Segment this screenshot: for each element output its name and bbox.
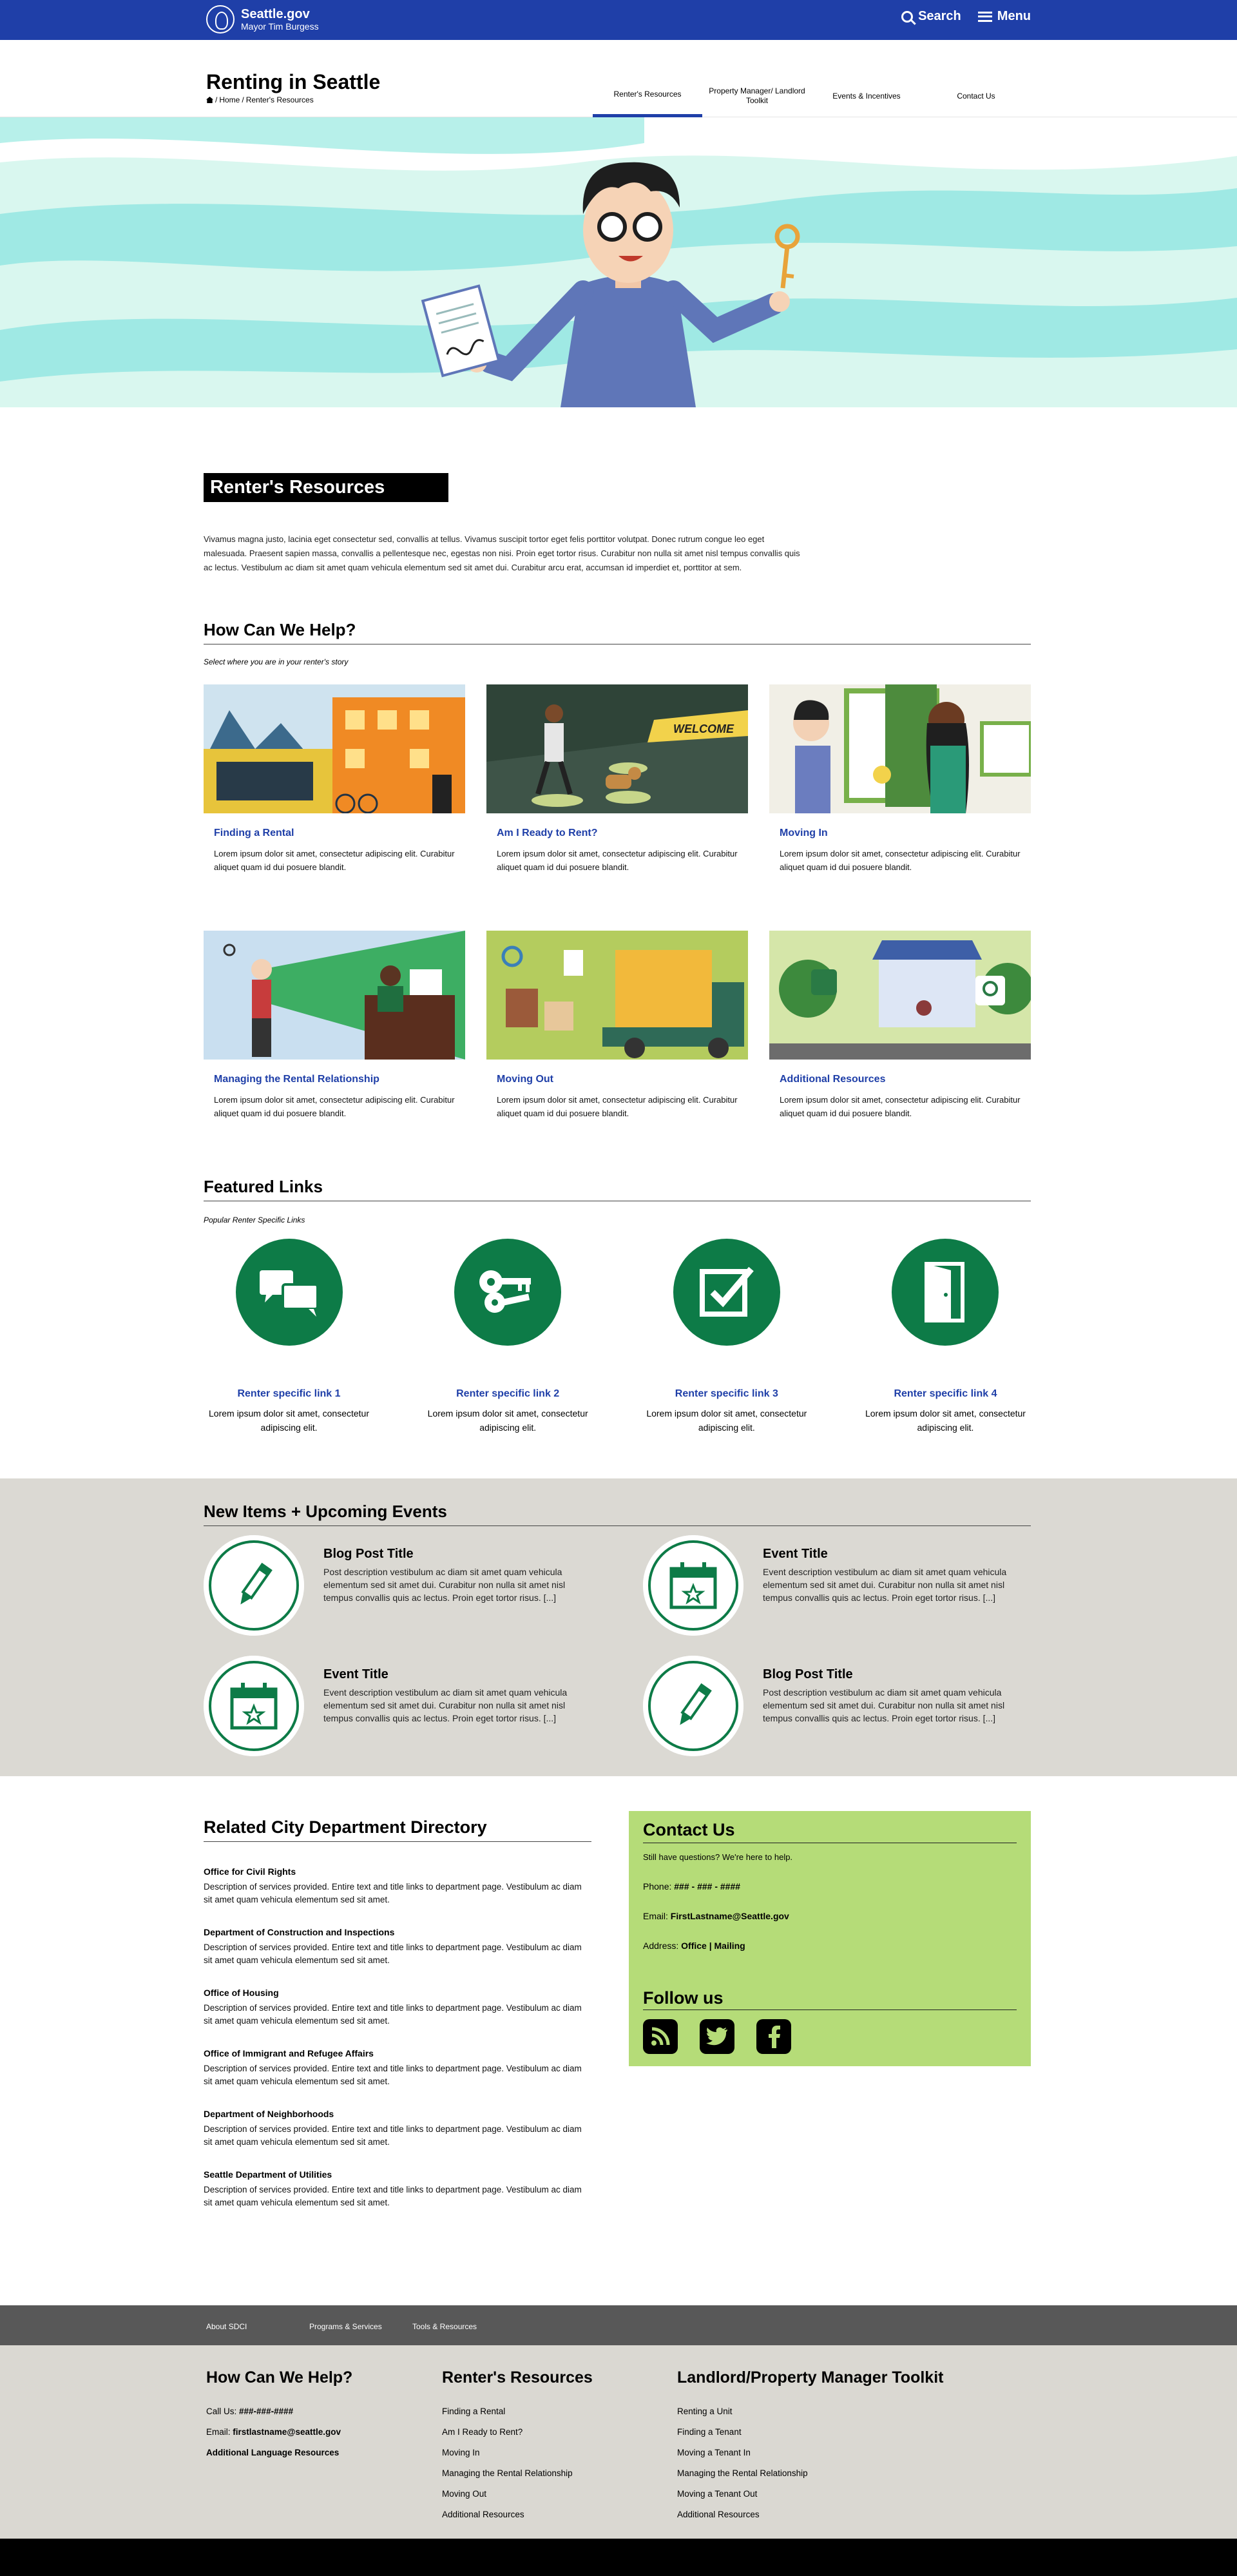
dept-item[interactable] — [204, 2109, 591, 2149]
dept-name[interactable]: Office of Housing — [204, 1988, 279, 1998]
footer-link[interactable]: Am I Ready to Rent? — [442, 2427, 523, 2437]
footer-heading: Landlord/Property Manager Toolkit — [677, 2368, 944, 2387]
contact-box — [629, 1811, 1031, 2066]
card-am-i-ready-to-rent[interactable] — [486, 684, 748, 931]
featured-description: Lorem ipsum dolor sit amet, consectetur adipiscing elit. — [209, 1408, 369, 1433]
event-description: Post description vestibulum ac diam sit amet quam vehicula elementum sed sit amet dui. Curabitur non nulla sit amet nisl tempus convallis quis ac lectus. Proin eget tortor risus. [...] — [323, 1567, 566, 1603]
event-item[interactable] — [204, 1656, 591, 1761]
chat-bubbles-icon — [236, 1239, 343, 1346]
seattle-logo-link[interactable] — [206, 5, 319, 34]
card-additional-resources[interactable] — [769, 931, 1031, 1177]
event-description: Event description vestibulum ac diam sit amet quam vehicula elementum sed sit amet dui. Curabitur non nulla sit amet nisl tempus convallis quis ac lectus. Proin eget tortor risus. [...] — [763, 1567, 1007, 1603]
footer-link[interactable]: Managing the Rental Relationship — [677, 2468, 808, 2478]
tab-contact-us[interactable]: Contact Us — [957, 91, 995, 101]
featured-link-1[interactable] — [204, 1225, 374, 1435]
card-description: Lorem ipsum dolor sit amet, consectetur adipiscing elit. Curabitur aliquet quam id dui posuere blandit. — [214, 1095, 455, 1118]
additional-resources-illustration — [769, 931, 1031, 1060]
contact-email: Email: FirstLastname@Seattle.gov — [643, 1911, 789, 1921]
how-can-we-help-section — [204, 620, 1031, 1177]
tab-landlord-toolkit[interactable]: Property Manager/ Landlord Toolkit — [709, 86, 805, 105]
event-item[interactable] — [204, 1535, 591, 1640]
hamburger-icon — [978, 12, 992, 22]
site-name: Seattle.gov — [241, 7, 310, 21]
card-title[interactable]: Moving In — [780, 828, 828, 838]
dept-description: Description of services provided. Entire text and title links to department page. Vestibulum ac diam sit amet quam vehicula elementum sed sit amet. — [204, 2185, 582, 2207]
dept-item[interactable] — [204, 2048, 591, 2088]
dept-item[interactable] — [204, 1866, 591, 1906]
event-title[interactable]: Blog Post Title — [763, 1667, 853, 1681]
featured-subheading: Popular Renter Specific Links — [204, 1215, 305, 1225]
card-description: Lorem ipsum dolor sit amet, consectetur adipiscing elit. Curabitur aliquet quam id dui posuere blandit. — [780, 1095, 1021, 1118]
pen-icon — [209, 1540, 299, 1631]
news-events-band — [0, 1478, 1237, 1776]
home-icon[interactable] — [206, 97, 213, 103]
card-title[interactable]: Additional Resources — [780, 1074, 886, 1085]
rss-icon[interactable] — [643, 2019, 678, 2054]
footer-link[interactable]: Moving In — [442, 2448, 480, 2457]
footer-col-landlord — [677, 2368, 943, 2525]
dept-name[interactable]: Seattle Department of Utilities — [204, 2169, 332, 2180]
event-item[interactable] — [643, 1535, 1031, 1640]
card-title[interactable]: Moving Out — [497, 1074, 553, 1085]
card-moving-in[interactable] — [769, 684, 1031, 931]
event-description: Post description vestibulum ac diam sit amet quam vehicula elementum sed sit amet dui. Curabitur non nulla sit amet nisl tempus convallis quis ac lectus. Proin eget tortor risus. [...] — [763, 1687, 1005, 1723]
footer-heading: How Can We Help? — [206, 2368, 353, 2387]
footer-nav-tools[interactable]: Tools & Resources — [412, 2322, 477, 2331]
dept-description: Description of services provided. Entire text and title links to department page. Vestibulum ac diam sit amet quam vehicula elementum sed sit amet. — [204, 2064, 582, 2086]
featured-description: Lorem ipsum dolor sit amet, consectetur adipiscing elit. — [646, 1408, 807, 1433]
calendar-icon — [648, 1540, 738, 1631]
tab-renters-resources[interactable]: Renter's Resources — [593, 80, 702, 117]
dept-name[interactable]: Office for Civil Rights — [204, 1866, 296, 1877]
checkbox-icon — [673, 1239, 780, 1346]
footer-link[interactable]: Moving Out — [442, 2489, 487, 2499]
moving-in-illustration — [769, 684, 1031, 813]
footer-nav-about[interactable]: About SDCI — [206, 2322, 247, 2331]
contact-question: Still have questions? We're here to help. — [643, 1852, 793, 1862]
contact-heading: Contact Us — [643, 1820, 1017, 1843]
dept-name[interactable]: Department of Neighborhoods — [204, 2109, 334, 2119]
breadcrumb-home[interactable]: Home — [219, 95, 240, 104]
card-description: Lorem ipsum dolor sit amet, consectetur adipiscing elit. Curabitur aliquet quam id dui posuere blandit. — [497, 1095, 738, 1118]
welcome-sign-text: WELCOME — [673, 722, 734, 735]
footer-link[interactable]: Finding a Tenant — [677, 2427, 742, 2437]
dept-name[interactable]: Office of Immigrant and Refugee Affairs — [204, 2048, 374, 2058]
footer-link[interactable]: Moving a Tenant Out — [677, 2489, 758, 2499]
contact-email-link[interactable]: FirstLastname@Seattle.gov — [670, 1911, 789, 1921]
hero-illustration — [0, 117, 1237, 407]
card-finding-a-rental[interactable] — [204, 684, 465, 931]
top-bar — [0, 0, 1237, 40]
featured-description: Lorem ipsum dolor sit amet, consectetur adipiscing elit. — [427, 1408, 588, 1433]
hero-scene — [0, 117, 1237, 407]
twitter-icon[interactable] — [700, 2019, 734, 2054]
page-header — [0, 40, 1237, 117]
footer-email: Email: firstlastname@seattle.gov — [206, 2427, 341, 2437]
card-moving-out[interactable] — [486, 931, 748, 1177]
calendar-icon — [209, 1661, 299, 1751]
bottom-bar — [0, 2539, 1237, 2576]
footer-col-help — [206, 2368, 352, 2463]
finding-rental-illustration — [204, 684, 465, 813]
footer — [0, 2345, 1237, 2539]
intro-paragraph: Vivamus magna justo, lacinia eget consectetur sed, convallis at tellus. Vivamus suscipit tortor eget felis porttitor volutpat. Donec rutrum congue leo eget malesuada. Praesent sapien massa, convallis a pellentesque nec, egestas non nisi. Proin eget tortor risus. Curabitur non nulla sit amet nisl tempus convallis quis ac lectus. Vestibulum ac diam sit amet quam vehicula elementum sed sit amet dui. Curabitur arcu erat, accumsan id imperdiet et, porttitor at sem. — [204, 534, 800, 572]
footer-link[interactable]: Managing the Rental Relationship — [442, 2468, 573, 2478]
footer-link[interactable]: Moving a Tenant In — [677, 2448, 751, 2457]
directory-heading: Related City Department Directory — [204, 1817, 591, 1842]
footer-link[interactable]: Additional Resources — [677, 2510, 760, 2519]
search-icon — [901, 11, 913, 23]
managing-illustration — [204, 931, 465, 1060]
dept-description: Description of services provided. Entire text and title links to department page. Vestibulum ac diam sit amet quam vehicula elementum sed sit amet. — [204, 1882, 582, 1904]
footer-link[interactable]: Finding a Rental — [442, 2407, 506, 2416]
door-icon — [892, 1239, 999, 1346]
footer-call: Call Us: ###-###-#### — [206, 2407, 294, 2416]
footer-link[interactable]: Additional Resources — [442, 2510, 524, 2519]
contact-address: Address: Office | Mailing — [643, 1941, 745, 1951]
breadcrumb-current: Renter's Resources — [245, 95, 314, 104]
keys-icon — [454, 1239, 561, 1346]
card-description: Lorem ipsum dolor sit amet, consectetur adipiscing elit. Curabitur aliquet quam id dui posuere blandit. — [497, 849, 738, 872]
ready-to-rent-illustration — [486, 684, 748, 813]
featured-heading: Featured Links — [204, 1177, 1031, 1201]
dept-description: Description of services provided. Entire text and title links to department page. Vestibulum ac diam sit amet quam vehicula elementum sed sit amet. — [204, 2124, 582, 2147]
help-subheading: Select where you are in your renter's story — [204, 657, 349, 666]
dept-description: Description of services provided. Entire text and title links to department page. Vestibulum ac diam sit amet quam vehicula elementum sed sit amet. — [204, 2003, 582, 2026]
card-managing-rental-relationship[interactable] — [204, 931, 465, 1177]
event-description: Event description vestibulum ac diam sit amet quam vehicula elementum sed sit amet dui. Curabitur non nulla sit amet nisl tempus convallis quis ac lectus. Proin eget tortor risus. [...] — [323, 1687, 568, 1723]
featured-description: Lorem ipsum dolor sit amet, consectetur adipiscing elit. — [865, 1408, 1026, 1433]
footer-nav — [0, 2305, 1237, 2345]
events-heading: New Items + Upcoming Events — [204, 1502, 1031, 1526]
page-title: Renting in Seattle — [206, 70, 381, 93]
contact-address-link[interactable]: Office | Mailing — [681, 1941, 745, 1951]
help-heading: How Can We Help? — [204, 620, 1031, 644]
mayor-name: Mayor Tim Burgess — [241, 21, 319, 32]
event-title[interactable]: Blog Post Title — [323, 1547, 414, 1561]
section-nav — [593, 80, 1031, 117]
featured-title[interactable]: Renter specific link 1 — [237, 1388, 341, 1399]
contact-phone: Phone: ### - ### - #### — [643, 1881, 741, 1892]
dept-item[interactable] — [204, 1927, 591, 1967]
follow-heading: Follow us — [643, 1988, 1017, 2010]
featured-title[interactable]: Renter specific link 4 — [894, 1388, 997, 1399]
featured-links-section — [204, 1177, 1031, 1435]
breadcrumb: / Home / Renter's Resources — [206, 95, 314, 104]
event-item[interactable] — [643, 1656, 1031, 1761]
search-button[interactable]: Search — [901, 9, 961, 24]
footer-language-link[interactable]: Additional Language Resources — [206, 2448, 340, 2457]
city-seal-icon — [206, 5, 235, 34]
facebook-icon[interactable] — [756, 2019, 791, 2054]
card-description: Lorem ipsum dolor sit amet, consectetur adipiscing elit. Curabitur aliquet quam id dui posuere blandit. — [214, 849, 455, 872]
card-title[interactable]: Finding a Rental — [214, 828, 294, 838]
footer-col-renters — [442, 2368, 593, 2525]
dept-item[interactable] — [204, 2169, 591, 2209]
event-title[interactable]: Event Title — [763, 1547, 828, 1561]
dept-item[interactable] — [204, 1988, 591, 2028]
footer-link[interactable]: Renting a Unit — [677, 2407, 733, 2416]
section-title-renters-resources: Renter's Resources — [204, 473, 448, 502]
card-title[interactable]: Am I Ready to Rent? — [497, 828, 598, 838]
featured-link-4[interactable] — [860, 1225, 1031, 1435]
dept-name[interactable]: Department of Construction and Inspections — [204, 1927, 395, 1937]
dept-description: Description of services provided. Entire text and title links to department page. Vestibulum ac diam sit amet quam vehicula elementum sed sit amet. — [204, 1942, 582, 1965]
featured-title[interactable]: Renter specific link 2 — [456, 1388, 560, 1399]
footer-heading: Renter's Resources — [442, 2368, 593, 2387]
footer-nav-programs[interactable]: Programs & Services — [309, 2322, 382, 2331]
featured-title[interactable]: Renter specific link 3 — [675, 1388, 778, 1399]
moving-out-illustration — [486, 931, 748, 1060]
tab-events-incentives[interactable]: Events & Incentives — [832, 91, 901, 101]
featured-link-2[interactable] — [423, 1225, 593, 1435]
card-description: Lorem ipsum dolor sit amet, consectetur adipiscing elit. Curabitur aliquet quam id dui posuere blandit. — [780, 849, 1021, 872]
featured-link-3[interactable] — [641, 1225, 812, 1435]
pen-icon — [648, 1661, 738, 1751]
menu-button[interactable]: Menu — [978, 9, 1031, 24]
event-title[interactable]: Event Title — [323, 1667, 388, 1681]
department-directory — [204, 1817, 591, 2209]
card-title[interactable]: Managing the Rental Relationship — [214, 1074, 379, 1085]
